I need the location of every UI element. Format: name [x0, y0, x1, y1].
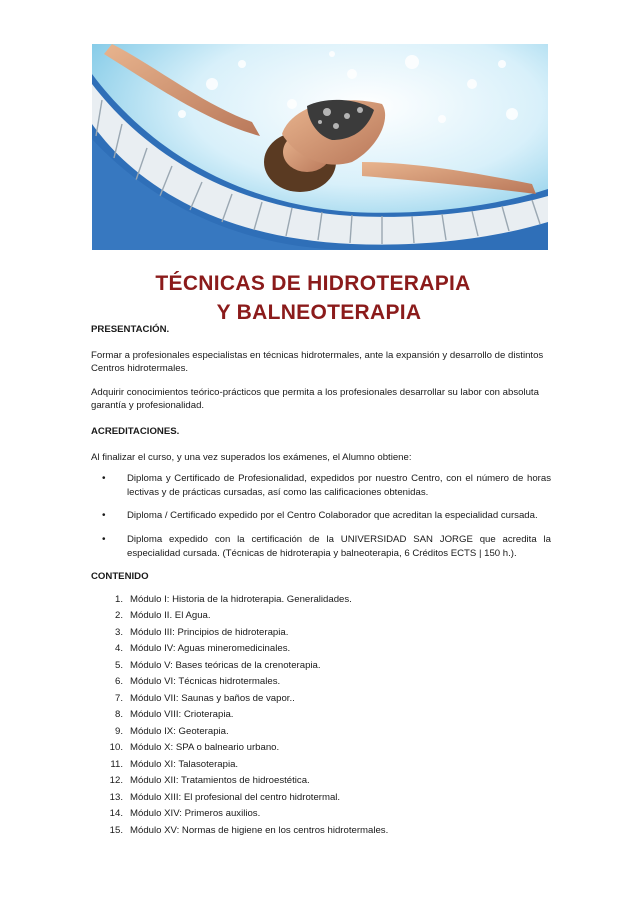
- title-line-2: Y BALNEOTERAPIA: [216, 301, 422, 324]
- list-number: 9.: [114, 725, 123, 737]
- list-item-text: Módulo I: Historia de la hidroterapia. Generalidades.: [130, 593, 352, 605]
- acreditaciones-intro: Al finalizar el curso, y una vez superados los exámenes, el Alumno obtiene:: [91, 451, 412, 463]
- list-item-text: Diploma y Certificado de Profesionalidad, expedidos por nuestro Centro, con el número de horas lectivas y de prácticas cursadas, así como las calificaciones obtenidas.: [127, 473, 551, 498]
- list-item-text: Diploma expedido con la certificación de la UNIVERSIDAD SAN JORGE que acredita la especialidad cursada. (Técnicas de hidroterapia y balneoterapia, 6 Créditos ECTS | 150 h.).: [127, 533, 551, 559]
- list-number: 6.: [114, 676, 123, 688]
- list-item-text: Módulo V: Bases teóricas de la crenoterapia.: [130, 659, 321, 671]
- list-item: [91, 790, 551, 807]
- list-item-text: Módulo XIII: El profesional del centro hidrotermal.: [130, 791, 341, 803]
- list-number: 2.: [114, 610, 123, 622]
- presentacion-paragraph-1: Formar a profesionales especialistas en técnicas hidrotermales, ante la expansión y desarrollo de distintos Centros hidrotermales.: [91, 349, 544, 375]
- bullet-icon: •: [102, 510, 106, 522]
- list-number: 8.: [114, 709, 123, 721]
- list-number: 13.: [109, 791, 123, 803]
- list-item: [91, 509, 551, 523]
- document-body: [91, 323, 551, 839]
- list-number: 3.: [114, 626, 123, 638]
- list-item: [91, 674, 551, 691]
- list-item-text: Módulo VII: Saunas y baños de vapor..: [130, 692, 295, 704]
- list-item: [91, 724, 551, 741]
- bullet-icon: •: [102, 473, 106, 485]
- list-item-text: Módulo IV: Aguas mineromedicinales.: [130, 643, 291, 655]
- list-item: [91, 658, 551, 675]
- list-item: [91, 641, 551, 658]
- list-item: [91, 625, 551, 642]
- list-number: 1.: [114, 593, 123, 605]
- hero-photo: [92, 44, 548, 250]
- list-item-text: Módulo III: Principios de hidroterapia.: [130, 626, 289, 638]
- list-item: [91, 823, 551, 840]
- list-item: [91, 472, 551, 499]
- list-number: 15.: [109, 824, 123, 836]
- section-heading-acreditaciones: ACREDITACIONES.: [91, 425, 180, 437]
- list-item: [91, 806, 551, 823]
- bullet-icon: •: [102, 533, 106, 545]
- list-item: [91, 608, 551, 625]
- list-number: 10.: [109, 742, 123, 754]
- list-number: 14.: [109, 808, 123, 820]
- list-item-text: Módulo XII: Tratamientos de hidroestética.: [130, 775, 310, 787]
- list-number: 11.: [110, 758, 123, 770]
- list-number: 5.: [114, 659, 123, 671]
- list-item-text: Módulo XI: Talasoterapia.: [130, 758, 239, 770]
- section-heading-presentacion: PRESENTACIÓN.: [91, 324, 170, 335]
- list-item-text: Diploma / Certificado expedido por el Centro Colaborador que acreditan la especialidad cursada.: [127, 510, 538, 522]
- list-item-text: Módulo X: SPA o balneario urbano.: [130, 742, 280, 754]
- list-item: [91, 773, 551, 790]
- section-heading-contenido: CONTENIDO: [91, 571, 149, 583]
- list-item-text: Módulo VIII: Crioterapia.: [130, 709, 234, 721]
- list-item: [91, 757, 551, 774]
- contenido-list: [91, 592, 551, 840]
- list-item: [91, 691, 551, 708]
- list-number: 4.: [114, 643, 123, 655]
- list-item-text: Módulo II. El Agua.: [130, 610, 211, 622]
- spa-photo-illustration: [92, 44, 548, 250]
- list-item: [91, 533, 551, 560]
- presentacion-paragraph-2: Adquirir conocimientos teórico-prácticos que permita a los profesionales desarrollar su labor con absoluta garantía y profesionalidad.: [91, 386, 539, 412]
- title-line-1: TÉCNICAS DE HIDROTERAPIA: [155, 272, 471, 295]
- acreditaciones-list: [91, 472, 551, 560]
- list-item: [91, 707, 551, 724]
- list-item-text: Módulo XIV: Primeros auxilios.: [130, 808, 261, 820]
- list-item-text: Módulo XV: Normas de higiene en los centros hidrotermales.: [130, 824, 389, 836]
- list-item-text: Módulo VI: Técnicas hidrotermales.: [130, 676, 281, 688]
- list-item: [91, 740, 551, 757]
- list-item-text: Módulo IX: Geoterapia.: [130, 725, 229, 737]
- list-number: 12.: [109, 775, 123, 787]
- list-item: [91, 592, 551, 609]
- list-number: 7.: [114, 692, 123, 704]
